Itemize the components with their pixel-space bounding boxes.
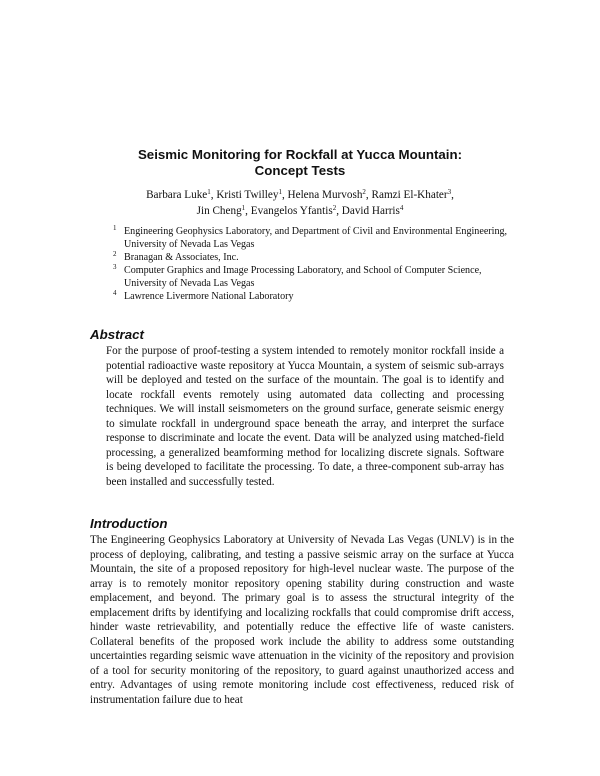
affiliation-text: Branagan & Associates, Inc. (124, 252, 239, 263)
author-list (0, 187, 600, 219)
affiliation-number: 1 (113, 224, 117, 232)
author-affiliation-mark: 2 (362, 188, 366, 196)
author-name: Evangelos Yfantis (250, 205, 333, 217)
author-name: Ramzi El-Khater (371, 189, 448, 201)
affiliation-text: Engineering Geophysics Laboratory, and Department of Civil and Environmental Engineering, University of Nevada Las Vegas (124, 226, 508, 250)
paper-title (0, 147, 600, 179)
affiliation-item (113, 290, 523, 303)
title-line-2: Concept Tests (254, 163, 346, 178)
affiliation-item (113, 251, 523, 264)
introduction-body: The Engineering Geophysics Laboratory at University of Nevada Las Vegas (UNLV) is in the process of deploying, calibrating, and testing a passive seismic array on the surface at Yucca Mountain, the site of a proposed repository for high-level nuclear waste. The purpose of the array is to remotely monitor repository opening stability during construction and waste emplacement, and beyond. The primary goal is to assess the structural integrity of the emplacement drifts by identifying and localizing rockfalls that could compromise drift access, hinder waste retrievability, and potentially reduce the effective life of waste canisters. Collateral benefits of the proposed work include the ability to address some outstanding uncertainties regarding seismic wave attenuation in the vicinity of the repository and provision of a tool for security monitoring of the repository, to guard against unauthorized access and entry. Advantages of using remote monitoring include cost effectiveness, reduced risk of instrumentation failure due to heat (90, 534, 514, 706)
author-affiliation-mark: 1 (278, 188, 282, 196)
author-name: Helena Murvosh (287, 189, 363, 201)
introduction-heading: Introduction (90, 516, 168, 531)
affiliation-text: Lawrence Livermore National Laboratory (124, 291, 294, 302)
affiliation-item (113, 225, 523, 251)
abstract-body: For the purpose of proof-testing a system intended to remotely monitor rockfall inside a potential radioactive waste repository at Yucca Mountain, a system of seismic sub-arrays will be deployed and tested on the surface of the mountain. The goal is to identify and locate rockfall events remotely using automated data collecting and processing techniques. We will install seismometers on the ground surface, generate seismic energy to simulate rockfall in underground space beneath the array, and interpret the surface response to discriminate and locate the event. Data will be analyzed using matched-field processing, a generalized beamforming method for localizing discrete signals. Software is being developed to facilitate the processing. To date, a three-component sub-array has been installed and successfully tested. (106, 345, 504, 488)
affiliation-number: 2 (113, 250, 117, 258)
author-line-2: Jin Cheng$^1$, Evangelos Yfantis$^2$, David Harris$^4$ (196, 204, 404, 217)
author-affiliation-mark: 1 (241, 204, 246, 212)
author-line-1: Barbara Luke$^1$, Kristi Twilley$^1$, Helena Murvosh$^2$, Ramzi El-Khater$^3$, (146, 188, 454, 201)
affiliation-list (113, 225, 523, 303)
author-affiliation-mark: 1 (207, 188, 211, 196)
author-name: Barbara Luke (146, 189, 208, 201)
author-affiliation-mark: 3 (447, 188, 452, 196)
affiliation-number: 3 (113, 263, 117, 271)
abstract-heading: Abstract (90, 327, 144, 342)
author-name: Kristi Twilley (216, 189, 279, 201)
author-affiliation-mark: 2 (332, 204, 337, 212)
author-name: David Harris (341, 205, 400, 217)
author-name: Jin Cheng (196, 205, 242, 217)
affiliation-item (113, 264, 523, 290)
affiliation-number: 4 (113, 289, 117, 297)
affiliation-text: Computer Graphics and Image Processing Laboratory, and School of Computer Science, University of Nevada Las Vegas (124, 265, 482, 289)
author-affiliation-mark: 4 (399, 204, 404, 212)
title-line-1: Seismic Monitoring for Rockfall at Yucca Mountain: (137, 147, 463, 162)
